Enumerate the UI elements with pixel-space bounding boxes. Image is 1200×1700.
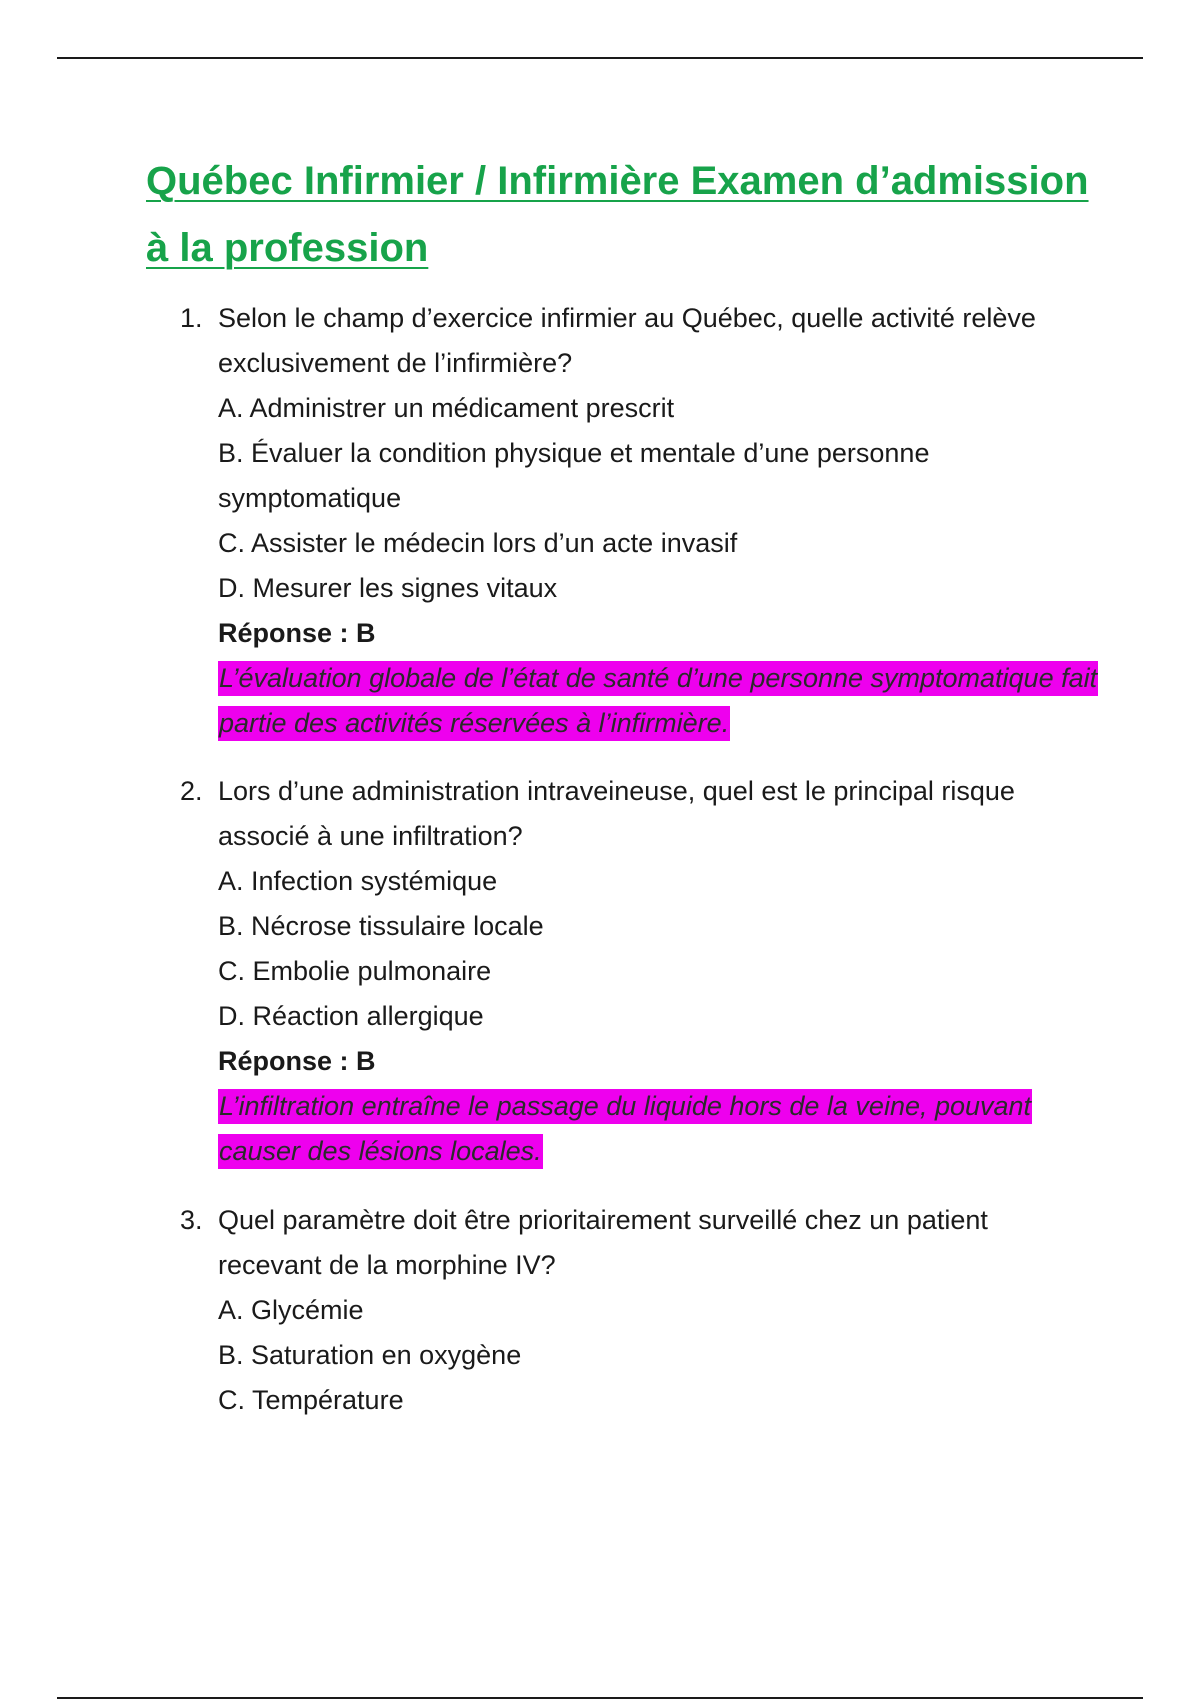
answer-label: Réponse : B [218,1046,376,1076]
option-c: C. Température [218,1385,404,1415]
option-a: A. Administrer un médicament prescrit [218,393,675,423]
question-body [218,296,1098,746]
explanation [218,1084,1098,1174]
top-rule [57,57,1143,59]
option-a: A. Glycémie [218,1295,364,1325]
question-body [218,1198,1098,1423]
question-number: 1. [180,303,203,333]
question-text: Selon le champ d’exercice infirmier au Québec, quelle activité relève exclusivement de l’infirmière? [218,303,1036,378]
answer-label: Réponse : B [218,618,376,648]
bottom-rule [57,1697,1143,1699]
option-c: C. Assister le médecin lors d’un acte invasif [218,528,738,558]
option-a: A. Infection systémique [218,866,498,896]
question-number: 2. [180,776,203,806]
option-b: B. Saturation en oxygène [218,1340,522,1370]
option-b: B. Nécrose tissulaire locale [218,911,544,941]
explanation [218,656,1098,746]
option-d: D. Réaction allergique [218,1001,484,1031]
option-c: C. Embolie pulmonaire [218,956,492,986]
document-title-text: Québec Infirmier / Infirmière Examen d’admission à la profession [146,159,1089,270]
explanation-highlight: L’évaluation globale de l’état de santé d’une personne symptomatique fait partie des activités réservées à l’infirmière. [218,661,1098,741]
question-body [218,769,1098,1174]
question-text: Quel paramètre doit être prioritairement surveillé chez un patient recevant de la morphine IV? [218,1205,988,1280]
question-number: 3. [180,1205,203,1235]
document-title [146,148,1096,282]
explanation-highlight: L’infiltration entraîne le passage du liquide hors de la veine, pouvant causer des lésions locales. [218,1089,1032,1169]
option-d: D. Mesurer les signes vitaux [218,573,558,603]
option-b: B. Évaluer la condition physique et mentale d’une personne symptomatique [218,438,930,513]
question-text: Lors d’une administration intraveineuse, quel est le principal risque associé à une infiltration? [218,776,1015,851]
